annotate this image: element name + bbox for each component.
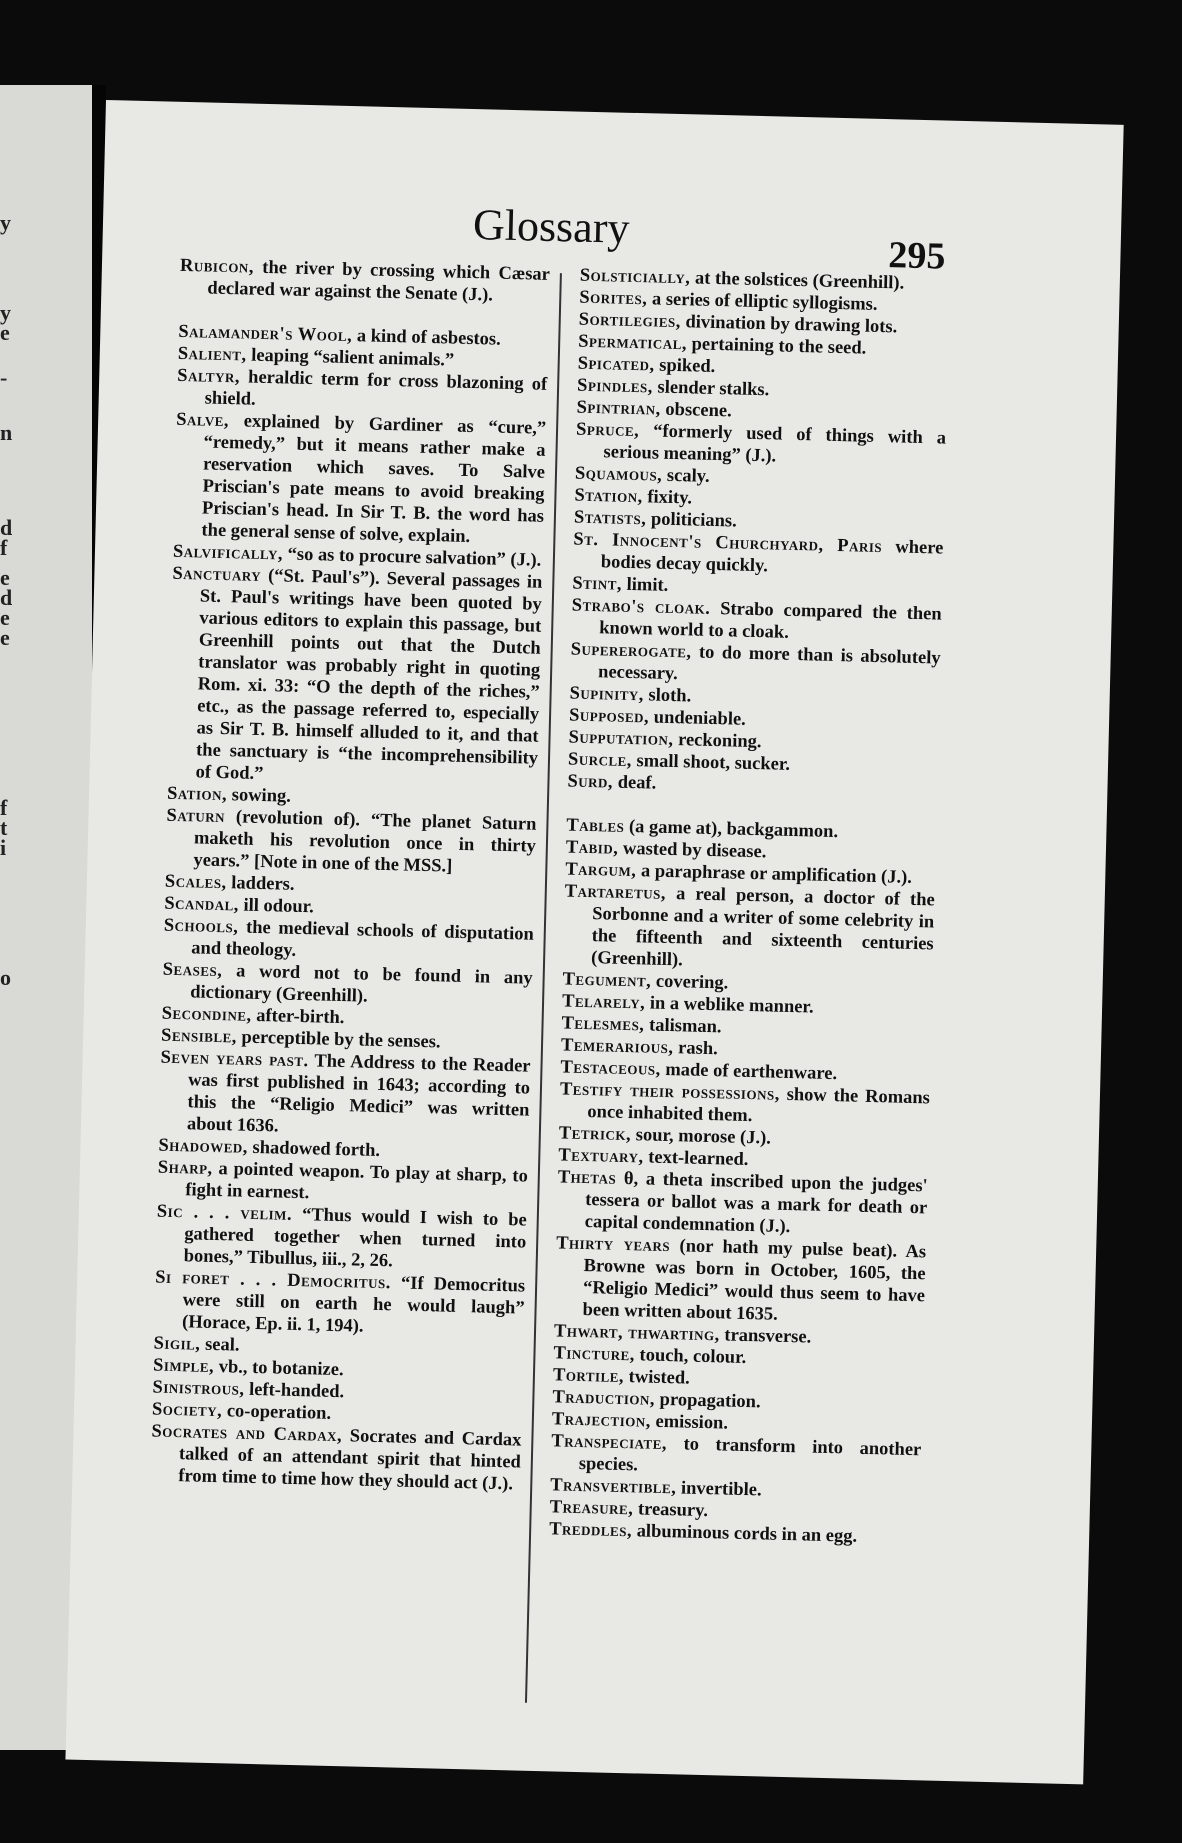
entry-definition: covering. bbox=[651, 971, 729, 994]
entry-definition: a word not to be found in any dictionary (Greenhill). bbox=[189, 961, 533, 1007]
entry-definition: politicians. bbox=[646, 509, 738, 532]
entry-headword: Society, bbox=[151, 1399, 223, 1422]
entry-headword: Targum, bbox=[565, 859, 637, 882]
entry-headword: Shadowed, bbox=[158, 1135, 249, 1158]
entry-definition: ladders. bbox=[226, 873, 295, 895]
entry-definition: touch, colour. bbox=[634, 1345, 747, 1369]
facing-page-letter: - bbox=[0, 365, 8, 390]
entry-headword: Strabo's cloak. bbox=[571, 595, 711, 619]
entry-headword: Rubicon, bbox=[179, 255, 255, 278]
facing-page-letter: e bbox=[0, 605, 10, 630]
glossary-entry bbox=[556, 1166, 928, 1241]
entry-definition: slender stalks. bbox=[652, 377, 770, 401]
entry-headword: Statists, bbox=[573, 507, 647, 530]
entry-headword: Si foret . . . Democritus. bbox=[155, 1267, 392, 1294]
page-number: 295 bbox=[887, 234, 946, 278]
entry-definition: shadowed forth. bbox=[247, 1137, 381, 1162]
entry-definition: leaping “salient animals.” bbox=[246, 345, 455, 371]
entry-headword: Sorites, bbox=[579, 287, 648, 310]
entry-definition: at the solstices (Greenhill). bbox=[690, 268, 905, 294]
entry-definition: emission. bbox=[650, 1411, 729, 1434]
entry-definition: treasury. bbox=[633, 1499, 709, 1522]
glossary-entry bbox=[563, 880, 935, 977]
entry-headword: Saltyr, bbox=[177, 365, 241, 388]
facing-page-letter: i bbox=[0, 835, 7, 860]
entry-definition: θ, a theta inscribed upon the judges' tessera or ballot was a mark for death or capital condemnation (J.). bbox=[584, 1168, 928, 1238]
entry-headword: Surcle, bbox=[567, 749, 633, 772]
entry-headword: Treddles, bbox=[548, 1519, 633, 1542]
entry-headword: Sortilegies, bbox=[578, 309, 682, 333]
entry-definition: heraldic term for cross blazoning of shield. bbox=[204, 367, 548, 410]
entry-headword: Tincture, bbox=[553, 1343, 636, 1366]
facing-page-letter: t bbox=[0, 815, 8, 840]
entry-headword: Sensible, bbox=[160, 1025, 238, 1048]
facing-page-letter: e bbox=[0, 320, 10, 345]
glossary-entry bbox=[156, 1201, 528, 1276]
facing-page-letter: y bbox=[0, 300, 11, 325]
entry-definition: small shoot, sucker. bbox=[631, 751, 791, 775]
entry-definition: (“St. Paul's”). Several passages in St. Paul's writings have been quoted by various editors to explain this passage, but Greenhill points out that the Dutch translator was probably right in quoting Rom. xi. 33: “O the depth of the riches,” etc., as the passage referred to, especially as Sir T. B. himself alluded to it, and that the sanctuary is “the incomprehensibility of God.” bbox=[195, 565, 543, 785]
entry-definition: made of earthenware. bbox=[660, 1059, 838, 1085]
page-title: Glossary bbox=[472, 200, 631, 253]
entry-definition: undeniable. bbox=[648, 707, 747, 730]
facing-page-letter: y bbox=[0, 210, 11, 235]
facing-page-letter: d bbox=[0, 515, 13, 540]
entry-definition: Strabo compared the then known world to a cloak. bbox=[598, 598, 942, 643]
entry-headword: Temerarious, bbox=[560, 1035, 674, 1059]
entry-headword: Thirty years bbox=[555, 1233, 671, 1257]
entry-definition: reckoning. bbox=[673, 730, 762, 753]
entry-headword: Sation, bbox=[166, 783, 228, 806]
glossary-entry bbox=[165, 805, 537, 880]
entry-definition: scaly. bbox=[662, 465, 710, 487]
entry-headword: Surd, bbox=[567, 771, 614, 793]
glossary-entry bbox=[554, 1232, 926, 1329]
entry-headword: Salvifically, bbox=[172, 541, 284, 565]
entry-definition: sloth. bbox=[643, 685, 692, 707]
entry-definition: a pointed weapon. To play at sharp, to fight in earnest. bbox=[185, 1158, 529, 1204]
entry-definition: after-birth. bbox=[251, 1005, 345, 1029]
entry-headword: Spicated, bbox=[577, 353, 655, 376]
entry-headword: St. Innocent's Churchyard, Paris bbox=[573, 529, 883, 558]
entry-headword: Salamander's Wool, bbox=[178, 321, 353, 347]
entry-headword: Transpeciate, bbox=[551, 1431, 668, 1455]
entry-headword: Tetrick, bbox=[558, 1123, 632, 1146]
entry-headword: Supinity, bbox=[569, 683, 645, 706]
entry-headword: Textuary, bbox=[558, 1145, 644, 1168]
entry-definition: show the Romans once inhabited them. bbox=[587, 1084, 931, 1127]
entry-definition: spiked. bbox=[654, 355, 716, 377]
entry-definition: pertaining to the seed. bbox=[686, 334, 867, 359]
entry-headword: Telesmes, bbox=[561, 1013, 645, 1036]
entry-headword: Tortile, bbox=[552, 1365, 625, 1388]
glossary-entry bbox=[154, 1267, 526, 1342]
entry-headword: Simple, bbox=[152, 1355, 215, 1378]
entry-headword: Spintrian, bbox=[576, 397, 662, 420]
entry-headword: Salient, bbox=[177, 343, 247, 366]
entry-headword: Stint, bbox=[572, 573, 623, 595]
entry-definition: “If Democritus were still on earth he would laugh” (Horace, Ep. ii. 1, 194). bbox=[181, 1273, 526, 1337]
entry-definition: a kind of asbestos. bbox=[351, 326, 501, 350]
left-column bbox=[150, 255, 550, 1496]
entry-definition: obscene. bbox=[660, 399, 732, 422]
entry-headword: Sinistrous, bbox=[152, 1377, 245, 1400]
entry-definition: a real person, a doctor of the Sorbonne and a writer of some celebrity in the fifteenth and sixteenth centuries (Greenhill). bbox=[590, 883, 935, 971]
entry-definition: text-learned. bbox=[643, 1147, 749, 1171]
entry-headword: Tartaretus, bbox=[564, 881, 667, 904]
glossary-entry bbox=[173, 409, 546, 550]
entry-definition: propagation. bbox=[654, 1389, 761, 1413]
entry-headword: Scales, bbox=[164, 871, 227, 894]
entry-headword: Trajection, bbox=[551, 1409, 652, 1432]
facing-page-letter: e bbox=[0, 625, 10, 650]
entry-headword: Spermatical, bbox=[577, 331, 688, 355]
entry-headword: Scandal, bbox=[164, 893, 240, 916]
facing-page-letter: e bbox=[0, 565, 10, 590]
glossary-entry bbox=[159, 1047, 531, 1144]
entry-headword: Treasure, bbox=[549, 1497, 634, 1520]
entry-headword: Socrates and Cardax, bbox=[151, 1421, 343, 1447]
entry-definition: albuminous cords in an egg. bbox=[631, 1521, 858, 1547]
facing-page-letter: f bbox=[0, 535, 8, 560]
entry-headword: Seases, bbox=[162, 959, 223, 982]
glossary-entry bbox=[150, 1421, 522, 1496]
facing-page-letter: n bbox=[0, 420, 13, 445]
entry-definition: rash. bbox=[673, 1038, 718, 1060]
entry-definition: sowing. bbox=[226, 785, 292, 807]
entry-headword: Schools, bbox=[163, 915, 239, 938]
entry-definition: to transform into another species. bbox=[578, 1434, 922, 1476]
entry-definition: where bodies decay quickly. bbox=[600, 537, 944, 577]
entry-definition: wasted by disease. bbox=[618, 838, 767, 863]
entry-definition: perceptible by the senses. bbox=[236, 1027, 441, 1053]
entry-headword: Tables bbox=[566, 815, 625, 837]
entry-headword: Sanctuary bbox=[172, 563, 262, 586]
right-column bbox=[549, 265, 950, 1550]
entry-headword: Testaceous, bbox=[560, 1057, 661, 1080]
entry-headword: Squamous, bbox=[574, 463, 663, 486]
entry-headword: Tabid, bbox=[565, 837, 619, 859]
entry-definition: left-handed. bbox=[244, 1379, 345, 1403]
entry-headword: Spindles, bbox=[576, 375, 654, 398]
entry-definition: invertible. bbox=[676, 1478, 762, 1501]
entry-definition: “Thus would I wish to be gathered together when turned into bones,” Tibullus, iii., 2, 26. bbox=[183, 1204, 528, 1272]
entry-headword: Supererogate, bbox=[570, 639, 692, 663]
entry-definition: twisted. bbox=[623, 1367, 691, 1389]
entry-definition: deaf. bbox=[612, 772, 657, 794]
entry-definition: divination by drawing lots. bbox=[680, 312, 898, 338]
entry-headword: Testify their possessions, bbox=[559, 1079, 781, 1105]
entry-headword: Transvertible, bbox=[550, 1475, 677, 1499]
entry-headword: Spruce, bbox=[575, 419, 640, 442]
glossary-entry bbox=[167, 563, 542, 792]
entry-headword: Sigil, bbox=[153, 1333, 201, 1355]
entry-definition: transverse. bbox=[719, 1325, 812, 1348]
entry-headword: Supposed, bbox=[568, 705, 650, 728]
entry-definition: the medieval schools of disputation and theology. bbox=[191, 917, 534, 961]
entry-definition: talisman. bbox=[644, 1015, 722, 1038]
entry-headword: Sharp, bbox=[157, 1157, 213, 1179]
entry-headword: Thetas bbox=[557, 1167, 617, 1189]
entry-definition: Socrates and Cardax talked of an attendant spirit that hinted from time to time how they should act (J.). bbox=[178, 1426, 522, 1495]
entry-headword: Saturn bbox=[166, 805, 226, 828]
entry-definition: a paraphrase or amplification (J.). bbox=[636, 861, 913, 888]
entry-definition: explained by Gardiner as “cure,” “remedy,” but it means rather make a reservation which saves. To Salve Priscian's pate means to avoid breaking Priscian's head. In Sir T. B. the word has the general sense of solve, explain. bbox=[201, 411, 547, 548]
entry-definition: limit. bbox=[621, 574, 669, 596]
facing-page-letter: f bbox=[0, 795, 8, 820]
entry-definition: (nor hath my pulse beat). As Browne was born in October, 1605, the “Religio Medici” would thus seem to have been written about 1635. bbox=[582, 1236, 927, 1325]
entry-headword: Sic . . . velim. bbox=[156, 1201, 293, 1225]
facing-page-letter: o bbox=[0, 965, 11, 990]
entry-headword: Station, bbox=[574, 485, 643, 508]
entry-headword: Traduction, bbox=[552, 1387, 656, 1410]
entry-headword: Tegument, bbox=[562, 969, 652, 992]
entry-definition: fixity. bbox=[642, 487, 693, 509]
entry-headword: Salve, bbox=[175, 409, 230, 432]
entry-definition: in a weblike manner. bbox=[644, 993, 814, 1018]
entry-headword: Solsticially, bbox=[579, 265, 691, 289]
entry-definition: seal. bbox=[200, 1334, 240, 1356]
facing-page-letter: d bbox=[0, 585, 13, 610]
entry-headword: Telarely, bbox=[561, 991, 646, 1014]
entry-definition: ill odour. bbox=[238, 895, 315, 918]
glossary-entry bbox=[179, 255, 550, 308]
entry-definition: (a game at), backgammon. bbox=[624, 816, 839, 843]
entry-headword: Secondine, bbox=[161, 1003, 252, 1026]
entry-headword: Thwart, thwarting, bbox=[553, 1321, 721, 1346]
entry-definition: (revolution of). “The planet Saturn maketh his revolution once in thirty years.” [Note in one of the MSS.] bbox=[193, 807, 537, 877]
entry-headword: Seven years past. bbox=[160, 1047, 309, 1072]
entry-definition: co-operation. bbox=[221, 1401, 332, 1424]
glossary-page bbox=[65, 100, 1123, 1784]
entry-definition: sour, morose (J.). bbox=[630, 1125, 772, 1149]
entry-definition: “so as to procure salvation” (J.). bbox=[282, 544, 542, 571]
entry-headword: Supputation, bbox=[568, 727, 674, 751]
entry-definition: vb., to botanize. bbox=[213, 1357, 344, 1381]
entry-definition: the river by crossing which Cæsar declared war against the Senate (J.). bbox=[207, 257, 551, 306]
entry-definition: to do more than is absolutely necessary. bbox=[597, 642, 941, 685]
entry-definition: “formerly used of things with a serious meaning” (J.). bbox=[603, 421, 947, 467]
entry-definition: a series of elliptic syllogisms. bbox=[647, 289, 878, 315]
entry-definition: The Address to the Reader was first published in 1643; according to this the “Religio Medici” was written about 1636. bbox=[186, 1051, 531, 1137]
